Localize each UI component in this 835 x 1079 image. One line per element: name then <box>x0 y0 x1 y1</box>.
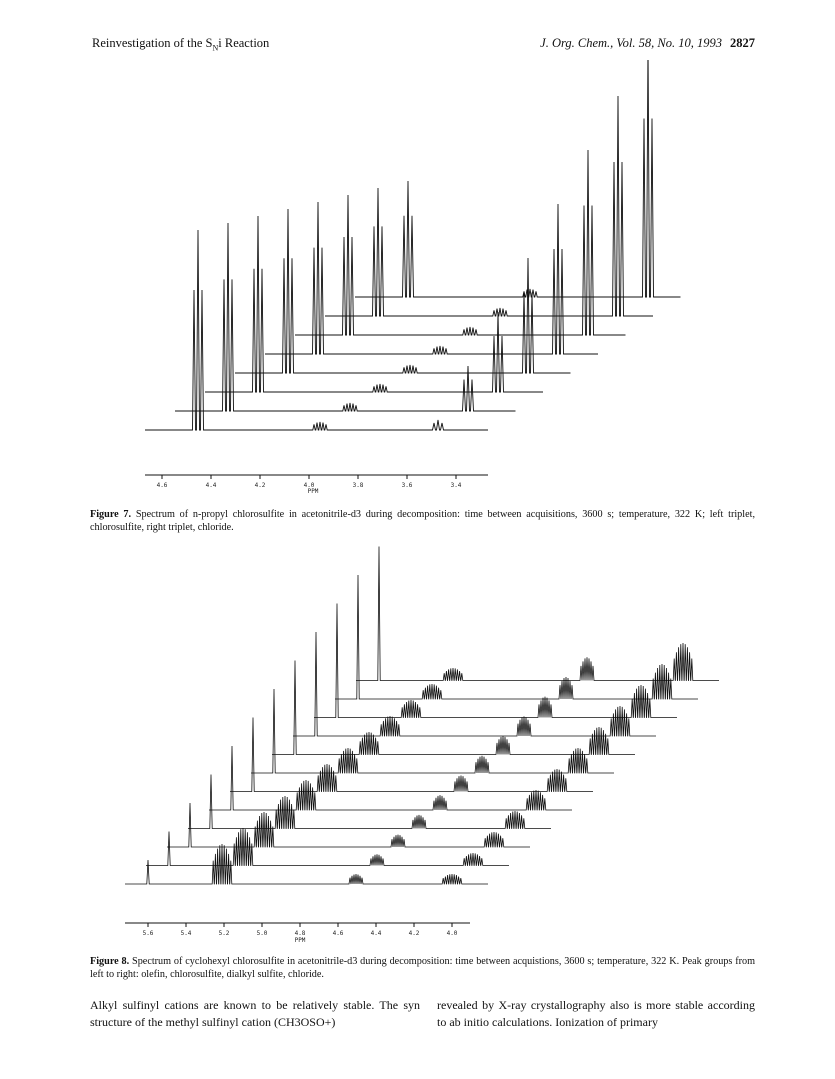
figure-7-ppm-axis <box>145 475 488 495</box>
figure-7-tick-label: 4.2 <box>254 482 266 489</box>
figure-7-label: Figure 7. <box>90 509 132 520</box>
figure-7-trace <box>265 202 598 354</box>
figure-7-tick-label: 4.6 <box>156 482 168 489</box>
body-column-right: revealed by X-ray crystallography also is more stable according to ab initio calculations. Ionization of primary <box>437 998 755 1029</box>
figure-8-tick-label: 4.0 <box>446 930 458 937</box>
figure-8-caption-text: Spectrum of cyclohexyl chlorosulfite in acetonitrile-d3 during decomposition: time between acquistions, 3600 s; temperature, 322 K. Peak groups from left to right: olefin, chlorosulfite, dialkyl sulfite, chloride. <box>90 956 756 980</box>
figure-8-label: Figure 8. <box>90 956 130 967</box>
figure-8-tick-label: 5.2 <box>218 930 230 937</box>
figure-8-tick-label: 5.4 <box>180 930 192 937</box>
journal-citation: J. Org. Chem., Vol. 58, No. 10, 1993 2827 <box>540 36 755 50</box>
figure-7-trace <box>325 96 653 316</box>
figure-8-tick-label: 5.0 <box>256 930 268 937</box>
figure-7-trace <box>355 60 681 297</box>
figure-8-tick-label: 4.4 <box>370 930 382 937</box>
figure-8-trace <box>209 746 572 810</box>
figure-8-trace <box>314 604 677 718</box>
figure-8-trace <box>188 775 551 829</box>
figure-8-trace <box>293 632 656 736</box>
figure-7-tick-label: 3.8 <box>352 482 364 489</box>
figure-7-tick-label: 3.6 <box>401 482 413 489</box>
figure-8-tick-label: 4.6 <box>332 930 344 937</box>
figure-7-caption <box>90 508 755 534</box>
figure-8-tick-label: 5.6 <box>142 930 154 937</box>
figure-8-trace <box>356 547 719 681</box>
figure-7-axis-unit: PPM <box>307 488 319 495</box>
figure-8-trace <box>125 844 488 884</box>
figure-8-caption <box>90 955 755 981</box>
figure-7-tick-label: 4.4 <box>205 482 217 489</box>
figure-8-trace <box>251 689 614 773</box>
figure-7-tick-label: 3.4 <box>450 482 462 489</box>
page-number: 2827 <box>730 36 755 50</box>
figure-7-caption-text: Spectrum of n-propyl chlorosulfite in acetonitrile-d3 during decomposition: time between acquisitions, 3600 s; temperature, 322 K; left triplet, chlorosulfite, right triplet, chloride. <box>90 509 756 533</box>
figure-7-trace <box>295 150 626 335</box>
body-column-left: Alkyl sulfinyl cations are known to be relatively stable. The syn structure of the methyl sulfinyl cation (CH3OSO+) <box>90 998 420 1029</box>
figure-7-tick-label: 4.0 <box>303 482 315 489</box>
figure-8-ppm-axis <box>125 923 470 944</box>
running-head: Reinvestigation of the $S_Ni$ Reaction <box>92 36 270 53</box>
figure-7-spectrum-stack <box>0 60 835 500</box>
figure-8-trace <box>167 803 530 847</box>
figure-8-tick-label: 4.8 <box>294 930 306 937</box>
figure-8-tick-label: 4.2 <box>408 930 420 937</box>
figure-8-spectrum-stack <box>0 540 835 950</box>
figure-8-axis-unit: PPM <box>294 937 306 944</box>
